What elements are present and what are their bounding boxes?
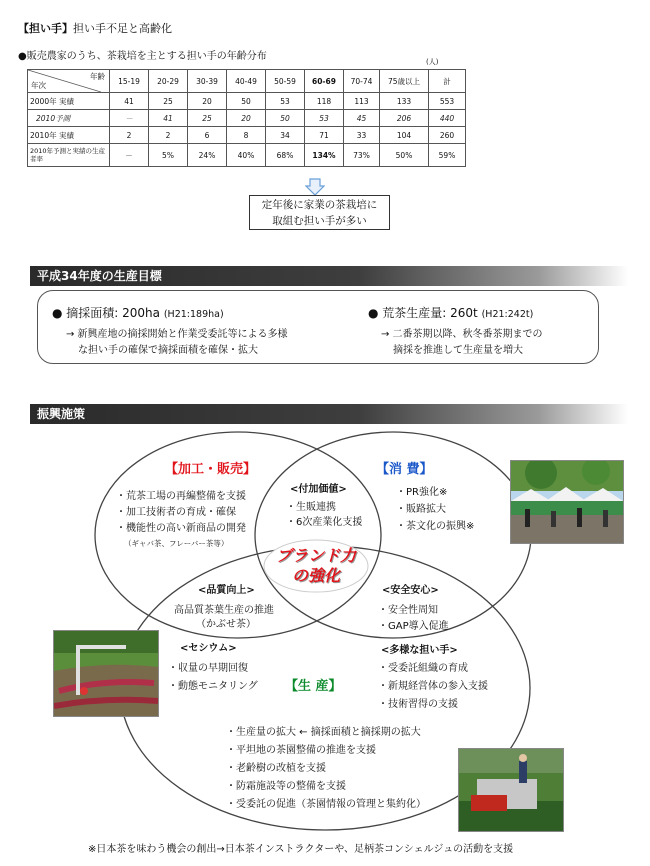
table-row — [28, 110, 466, 127]
table-cell: 50 — [266, 110, 305, 127]
age-header-cell: 20-29 — [149, 70, 188, 93]
table-cell: 20 — [188, 93, 227, 110]
down-arrow-icon — [305, 178, 325, 196]
table-cell: 68% — [266, 144, 305, 167]
table-cell: 40% — [227, 144, 266, 167]
age-header-cell: 60-69 — [305, 70, 344, 93]
section1-title — [18, 20, 172, 36]
table-header-row — [28, 70, 466, 93]
shohi-item: ・販路拡大 — [396, 504, 446, 515]
cesium-item: ・収量の早期回復 — [168, 663, 248, 674]
anzen-item: ・安全性周知 — [378, 605, 438, 616]
tayou-item: ・新規経営体の参入支援 — [378, 681, 488, 692]
table-cell: 260 — [429, 127, 466, 144]
anzen-title: <安全安心> — [382, 585, 439, 596]
table-cell: 71 — [305, 127, 344, 144]
callout-line: 取組む担い手が多い — [272, 215, 367, 227]
shohi-title: 【消 費】 — [376, 462, 433, 477]
tea-field-photo — [53, 630, 159, 717]
table-cell: 25 — [149, 93, 188, 110]
row-label: 2000年 実績 — [28, 93, 110, 110]
kakou-title: 【加工・販売】 — [165, 462, 257, 477]
kakou-item: ・機能性の高い新商品の開発 — [116, 523, 246, 534]
seisan-item: ・老齢樹の改植を支援 — [226, 763, 326, 774]
age-header-cell: 40-49 — [227, 70, 266, 93]
goal1-desc2: な担い手の確保で摘採面積を確保・拡大 — [78, 345, 258, 356]
market-photo-image — [511, 461, 623, 543]
section2-header-bar: 平成34年度の生産目標 — [30, 266, 628, 286]
tayou-item: ・受委託組織の育成 — [378, 663, 468, 674]
kakou-item: ・荒茶工場の再編整備を支援 — [116, 491, 246, 502]
brand-line: ブランド力 — [275, 546, 356, 565]
table-cell: 134% — [305, 144, 344, 167]
table-cell: 2 — [149, 127, 188, 144]
table-cell: 2 — [110, 127, 149, 144]
table-corner-cell — [28, 70, 110, 93]
table-cell: 440 — [429, 110, 466, 127]
section1-title-bracket: 【担い手】 — [18, 22, 73, 35]
table-cell: 133 — [380, 93, 429, 110]
age-header-cell: 計 — [429, 70, 466, 93]
corner-bottom-label: 年次 — [31, 81, 46, 90]
seisan-title: 【生 産】 — [285, 679, 342, 694]
goal2-line — [368, 304, 533, 321]
goal2-main: ● 荒茶生産量: 260t — [368, 306, 478, 320]
hinshitsu-item: （かぶせ茶） — [196, 619, 256, 630]
table-cell: 41 — [110, 93, 149, 110]
goal2-desc2: 摘採を推進して生産量を増大 — [393, 345, 523, 356]
table-cell: 45 — [344, 110, 380, 127]
table-unit: (人) — [426, 58, 439, 66]
market-photo — [510, 460, 624, 544]
goal1-ref: (H21:189ha) — [163, 309, 224, 320]
table-cell: 50 — [227, 93, 266, 110]
table-cell: 104 — [380, 127, 429, 144]
table-cell: 206 — [380, 110, 429, 127]
fuka-item: ・6次産業化支援 — [286, 517, 363, 528]
table-cell: 8 — [227, 127, 266, 144]
tea-field-photo-image — [54, 631, 158, 716]
table-cell: 6 — [188, 127, 227, 144]
table-cell: － — [110, 144, 149, 167]
row-label: 2010予測 — [28, 110, 110, 127]
age-header-cell: 15-19 — [110, 70, 149, 93]
hinshitsu-title: <品質向上> — [198, 585, 255, 596]
seisan-item: ・受委託の促進（茶園情報の管理と集約化） — [226, 799, 426, 810]
harvester-photo-image — [459, 749, 563, 831]
table-cell: 34 — [266, 127, 305, 144]
table-cell: 41 — [149, 110, 188, 127]
table-row — [28, 144, 466, 167]
cesium-item: ・動態モニタリング — [168, 681, 258, 692]
goal1-desc1: → 新興産地の摘採開始と作業受委託等による多様 — [66, 329, 288, 340]
hinshitsu-item: 高品質茶葉生産の推進 — [174, 605, 274, 616]
kakou-note: （ギャバ茶、フレーバー茶等） — [124, 539, 229, 548]
production-goal-box — [37, 290, 599, 364]
table-cell: 113 — [344, 93, 380, 110]
harvester-photo — [458, 748, 564, 832]
seisan-item: ・防霜施設等の整備を支援 — [226, 781, 346, 792]
table-cell: 20 — [227, 110, 266, 127]
shohi-item: ・茶文化の振興※ — [396, 521, 475, 532]
age-header-cell: 50-59 — [266, 70, 305, 93]
shohi-item: ・PR強化※ — [396, 487, 448, 498]
age-distribution-table — [27, 69, 466, 167]
table-cell: 24% — [188, 144, 227, 167]
table-cell: 59% — [429, 144, 466, 167]
table-cell: 118 — [305, 93, 344, 110]
row-label: 2010年予測と実績の生産者率 — [28, 144, 110, 167]
seisan-item: ・平坦地の茶園整備の推進を支援 — [226, 745, 376, 756]
goal2-ref: (H21:242t) — [481, 309, 534, 320]
section3-header-bar: 振興施策 — [30, 404, 628, 424]
section1-title-text: 担い手不足と高齢化 — [73, 22, 172, 35]
seisan-item: ・生産量の拡大 ← 摘採面積と摘採期の拡大 — [226, 727, 421, 738]
fuka-title: <付加価値> — [290, 484, 347, 495]
row-label: 2010年 実績 — [28, 127, 110, 144]
table-cell: 25 — [188, 110, 227, 127]
kakou-item: ・加工技術者の育成・確保 — [116, 507, 236, 518]
age-header-cell: 30-39 — [188, 70, 227, 93]
callout-box — [249, 195, 390, 230]
table-cell: 53 — [266, 93, 305, 110]
footnote: ※日本茶を味わう機会の創出→日本茶インストラクターや、足柄茶コンシェルジュの活動を支援 — [88, 844, 514, 855]
table-row — [28, 93, 466, 110]
brand-line: の強化 — [291, 566, 340, 585]
table-cell: － — [110, 110, 149, 127]
corner-top-label: 年齢 — [90, 72, 105, 81]
table-cell: 53 — [305, 110, 344, 127]
anzen-item: ・GAP導入促進 — [378, 621, 449, 632]
cesium-title: <セシウム> — [180, 643, 237, 654]
section1-subtitle: ●販売農家のうち、茶栽培を主とする担い手の年齢分布 — [18, 51, 267, 62]
goal1-line — [52, 304, 224, 321]
age-header-cell: 75歳以上 — [380, 70, 429, 93]
goal1-main: ● 摘採面積: 200ha — [52, 306, 161, 320]
brand-text — [262, 546, 370, 586]
table-cell: 73% — [344, 144, 380, 167]
table-cell: 33 — [344, 127, 380, 144]
fuka-item: ・生販連携 — [286, 502, 336, 513]
tayou-title: <多様な担い手> — [381, 645, 458, 656]
table-cell: 5% — [149, 144, 188, 167]
table-cell: 50% — [380, 144, 429, 167]
age-header-cell: 70-74 — [344, 70, 380, 93]
callout-line: 定年後に家業の茶栽培に — [261, 199, 378, 211]
table-row — [28, 127, 466, 144]
goal2-desc1: → 二番茶期以降、秋冬番茶期までの — [381, 329, 543, 340]
table-cell: 553 — [429, 93, 466, 110]
tayou-item: ・技術習得の支援 — [378, 699, 458, 710]
